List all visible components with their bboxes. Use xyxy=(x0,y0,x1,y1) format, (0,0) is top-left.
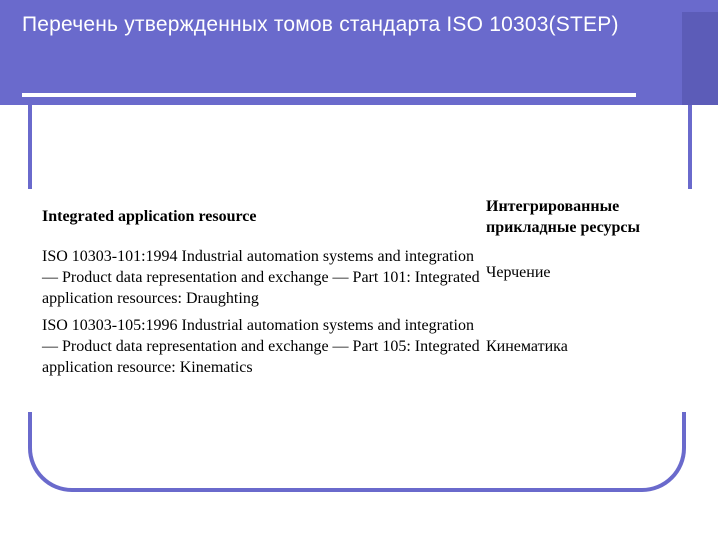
header-russian: Интегрированные прикладные ресурсы xyxy=(486,198,641,236)
title-bar-edge xyxy=(682,12,718,105)
title-bar xyxy=(0,0,718,105)
row-english: ISO 10303-105:1996 Industrial automation systems and integration — Product data representation and exchange — Part 105: Integrated application resource: Kinematics xyxy=(42,317,480,376)
row-russian: Черчение xyxy=(486,264,551,281)
content-frame-top xyxy=(28,105,692,189)
header-english: Integrated application resource xyxy=(42,208,257,225)
content-frame-bottom xyxy=(28,412,686,492)
row-russian: Кинематика xyxy=(486,338,568,355)
row-english: ISO 10303-101:1994 Industrial automation systems and integration — Product data representation and exchange — Part 101: Integrated application resources: Draughting xyxy=(42,248,480,307)
table-row xyxy=(42,315,682,378)
title-underline xyxy=(22,93,636,97)
standards-table xyxy=(42,196,682,378)
table-row xyxy=(42,246,682,315)
slide-title: Перечень утвержденных томов стандарта ISO 10303(STEP) xyxy=(22,13,619,36)
table-header-row xyxy=(42,196,682,246)
